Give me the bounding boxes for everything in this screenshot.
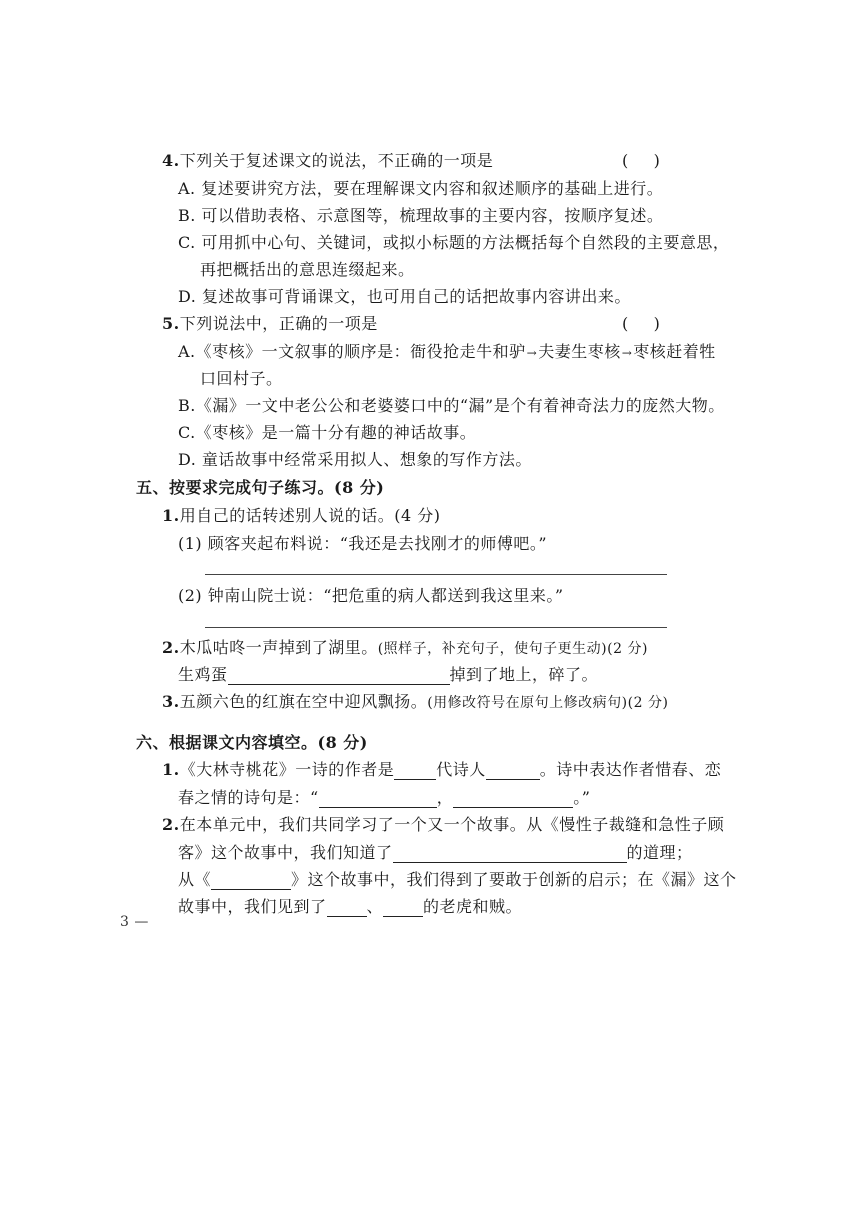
s5-item1-sub2-answer-line[interactable]	[205, 627, 667, 628]
s5-item2-blank[interactable]	[228, 668, 450, 685]
s6-item1-text-c: 。诗中表达作者惜春、恋	[539, 760, 722, 779]
s5-item2-number: 2.	[162, 638, 180, 657]
page-number: 3 —	[120, 914, 149, 930]
q5-answer-paren[interactable]: ( )	[622, 314, 660, 333]
s5-item3-text: 五颜六色的红旗在空中迎风飘扬。	[179, 692, 428, 711]
arrow-right-icon: →	[621, 346, 633, 360]
s6-item2-line2	[178, 843, 693, 863]
q5-option-a-line1	[178, 342, 716, 363]
s5-item2-text: 木瓜咕咚一声掉到了湖里。	[179, 638, 378, 657]
s6-item2-line3	[178, 870, 737, 890]
s6-item2-line1	[162, 815, 724, 835]
s6-item2-text-b: 客》这个故事中，我们知道了	[178, 843, 393, 862]
q4-answer-paren[interactable]: ( )	[622, 151, 660, 170]
q5-option-a-part2: 夫妻生枣核	[538, 342, 621, 361]
s5-item2-fill-prefix: 生鸡蛋	[178, 665, 228, 684]
s5-item2-fill	[178, 665, 598, 685]
s6-item2-text-e: 》这个故事中，我们得到了要敢于创新的启示；在《漏》这个	[291, 870, 737, 889]
s5-item2	[162, 638, 648, 659]
q5-option-a-part3: 枣核赶着牲	[633, 342, 716, 361]
s6-item1-text-d: 春之情的诗句是：“	[178, 788, 319, 807]
s6-item2-number: 2.	[162, 815, 180, 834]
q4-option-d: D. 复述故事可背诵课文，也可用自己的话把故事内容讲出来。	[178, 287, 631, 306]
q5-option-b: B.《漏》一文中老公公和老婆婆口中的“漏”是个有着神奇法力的庞然大物。	[178, 396, 725, 415]
s5-item2-note: (照样子，补充句子，使句子更生动)(2 分)	[377, 641, 648, 657]
q5-option-a-line2: 口回村子。	[200, 369, 283, 388]
s6-item2-line4	[178, 897, 522, 917]
arrow-right-icon: →	[526, 346, 538, 360]
s6-item2-text-h: 的老虎和贼。	[423, 897, 523, 916]
q5-stem-text: 下列说法中，正确的一项是	[179, 314, 378, 333]
s5-item1-sub1: (1) 顾客夹起布料说：“我还是去找刚才的师傅吧。”	[178, 534, 548, 553]
s6-item2-text-c: 的道理；	[626, 843, 693, 862]
q4-option-b: B. 可以借助表格、示意图等，梳理故事的主要内容，按顺序复述。	[178, 206, 664, 225]
s6-item1-blank-verse2[interactable]	[453, 791, 573, 808]
s6-item2-text-d: 从《	[178, 870, 212, 889]
s5-item2-fill-suffix: 掉到了地上，碎了。	[449, 665, 599, 684]
s6-item1-text-a: 《大林寺桃花》一诗的作者是	[179, 760, 395, 779]
s6-item2-blank-lesson[interactable]	[393, 846, 627, 863]
s5-item1-sub1-answer-line[interactable]	[205, 574, 667, 575]
s6-item2-blank-story[interactable]	[211, 873, 291, 890]
s6-item1-line2	[178, 788, 590, 808]
s5-item1-number: 1.	[162, 506, 180, 525]
s6-item1-text-e: ，	[436, 788, 454, 807]
s6-item1-number: 1.	[162, 760, 180, 779]
q4-option-a: A. 复述要讲究方法，要在理解课文内容和叙述顺序的基础上进行。	[178, 179, 664, 198]
q5-option-d: D. 童话故事中经常采用拟人、想象的写作方法。	[178, 450, 532, 469]
section5-title: 五、按要求完成句子练习。(8 分)	[136, 478, 385, 497]
section6-title: 六、根据课文内容填空。(8 分)	[136, 733, 368, 752]
s6-item1-blank-dynasty[interactable]	[394, 763, 436, 780]
s6-item1-blank-poet[interactable]	[486, 763, 540, 780]
q5-option-a-part1: A.《枣核》一文叙事的顺序是：衙役抢走牛和驴	[178, 342, 526, 361]
s6-item1-blank-verse1[interactable]	[319, 791, 437, 808]
q5-stem	[162, 314, 378, 334]
s5-item1-text: 用自己的话转述别人说的话。(4 分)	[179, 506, 441, 525]
s6-item2-text-a: 在本单元中，我们共同学习了一个又一个故事。从《慢性子裁缝和急性子顾	[179, 815, 725, 834]
q5-number: 5.	[162, 314, 180, 333]
q5-option-c: C.《枣核》是一篇十分有趣的神话故事。	[178, 423, 477, 442]
s6-item2-blank-adj2[interactable]	[383, 900, 423, 917]
q4-stem-text: 下列关于复述课文的说法，不正确的一项是	[179, 151, 494, 170]
s5-item3-note: (用修改符号在原句上修改病句)(2 分)	[427, 695, 669, 711]
q4-stem	[162, 151, 493, 171]
s6-item2-blank-adj1[interactable]	[327, 900, 367, 917]
s5-item1	[162, 506, 440, 526]
s5-item3-number: 3.	[162, 692, 180, 711]
q4-option-c-line2: 再把概括出的意思连缀起来。	[200, 260, 415, 279]
s6-item2-text-f: 故事中，我们见到了	[178, 897, 327, 916]
s5-item3	[162, 692, 668, 713]
q4-number: 4.	[162, 151, 180, 170]
s6-item1-line1	[162, 760, 721, 780]
s6-item1-text-f: 。”	[573, 788, 591, 807]
q4-option-c-line1: C. 可用抓中心句、关键词，或拟小标题的方法概括每个自然段的主要意思，	[178, 233, 730, 252]
s5-item1-sub2: (2) 钟南山院士说：“把危重的病人都送到我这里来。”	[178, 586, 564, 605]
s6-item1-text-b: 代诗人	[436, 760, 486, 779]
s6-item2-text-g: 、	[366, 897, 384, 916]
